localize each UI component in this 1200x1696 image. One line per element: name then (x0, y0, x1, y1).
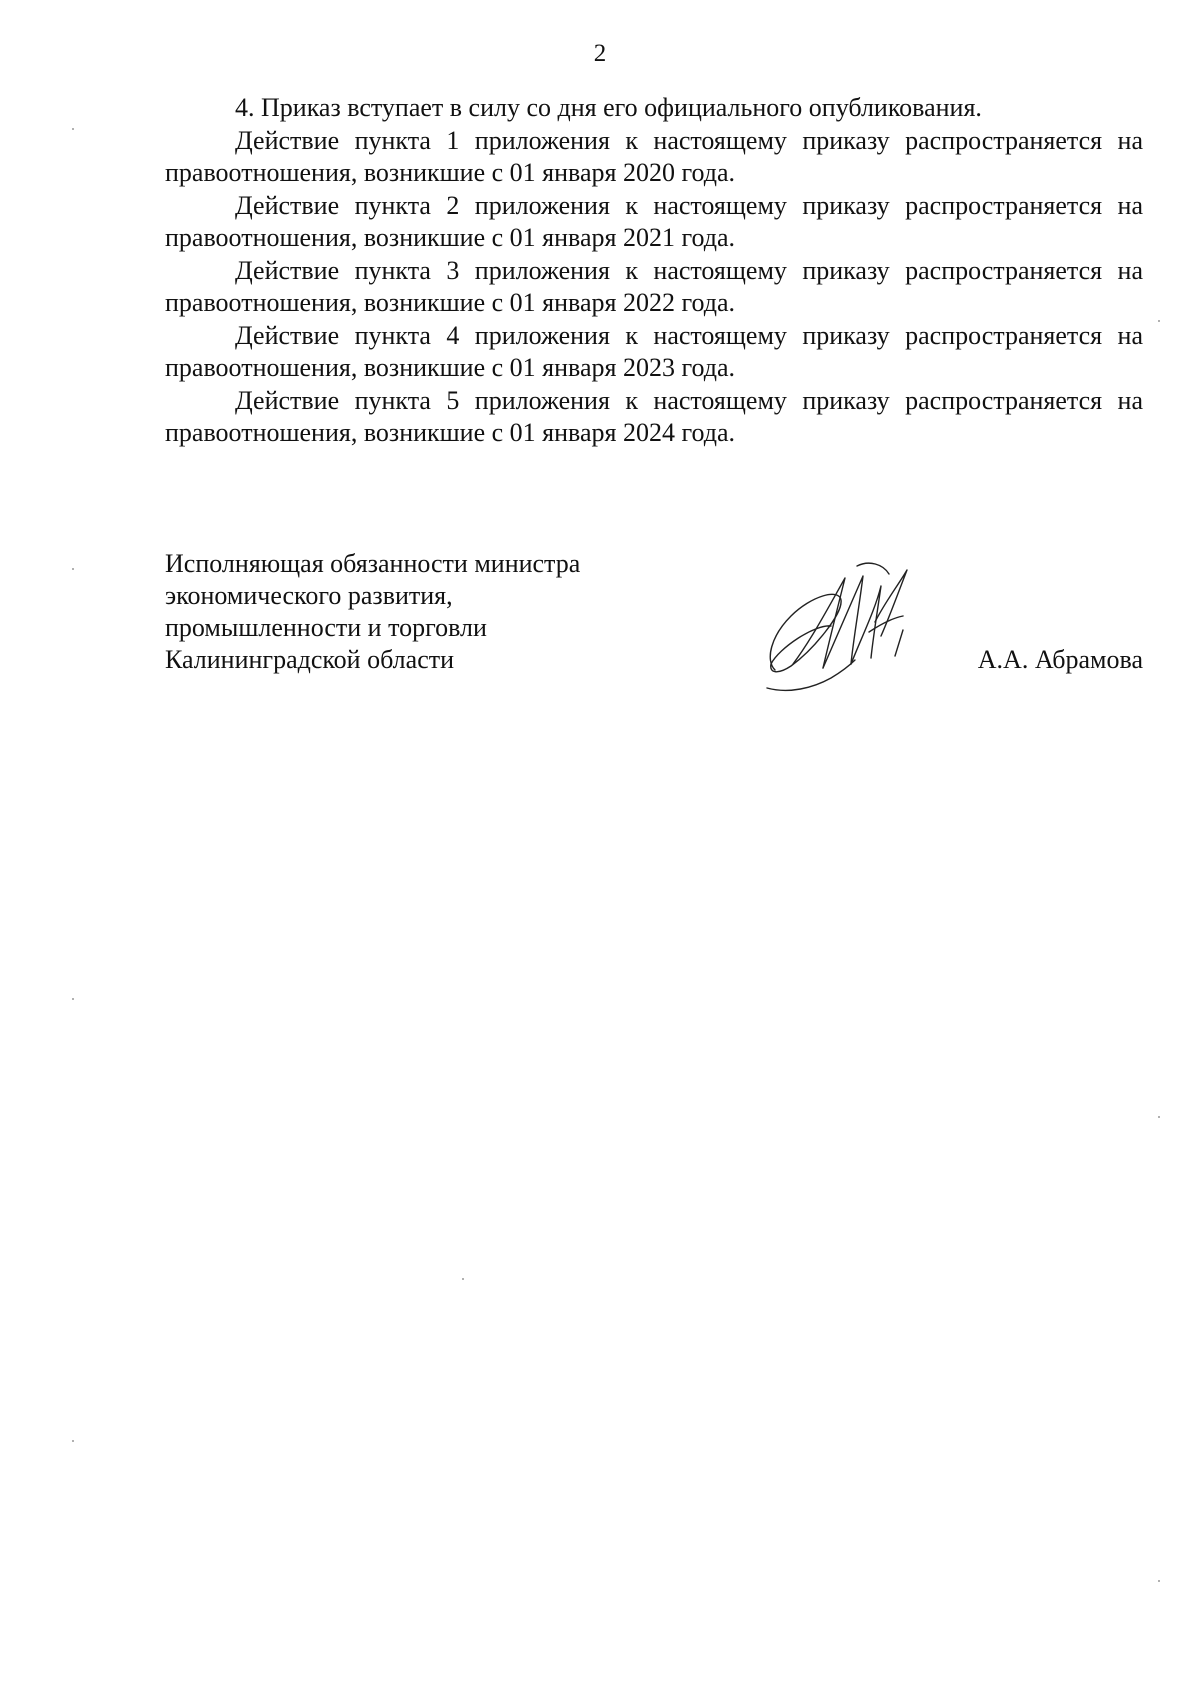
page-number: 2 (593, 40, 607, 67)
scan-speck (1158, 1580, 1160, 1582)
signer-title (165, 548, 580, 676)
signer-title-line: промышленности и торговли (165, 613, 487, 642)
scan-speck (72, 568, 74, 570)
paragraph-clause-1: Действие пункта 1 приложения к настоящему приказу распространяется на правоотношения, возникшие с 01 января 2020 года. (165, 125, 1143, 187)
signer-title-line: экономического развития, (165, 581, 453, 610)
scan-speck (72, 1440, 74, 1442)
order-body-text (165, 92, 1143, 450)
signature-block (165, 548, 1143, 698)
paragraph-effective-date: 4. Приказ вступает в силу со дня его официального опубликования. (235, 93, 982, 122)
scan-speck (72, 128, 74, 130)
paragraph-clause-5: Действие пункта 5 приложения к настоящему приказу распространяется на правоотношения, возникшие с 01 января 2024 года. (165, 385, 1143, 447)
paragraph-clause-2: Действие пункта 2 приложения к настоящему приказу распространяется на правоотношения, возникшие с 01 января 2021 года. (165, 190, 1143, 252)
scan-speck (1158, 320, 1160, 322)
scan-speck (1158, 1116, 1160, 1118)
paragraph-clause-3: Действие пункта 3 приложения к настоящему приказу распространяется на правоотношения, возникшие с 01 января 2022 года. (165, 255, 1143, 317)
handwritten-signature (757, 552, 947, 702)
signer-title-line: Исполняющая обязанности министра (165, 549, 581, 578)
scan-speck (72, 998, 74, 1000)
signer-name: А.А. Абрамова (977, 645, 1143, 674)
scan-speck (462, 1278, 464, 1280)
paragraph-clause-4: Действие пункта 4 приложения к настоящему приказу распространяется на правоотношения, возникшие с 01 января 2023 года. (165, 320, 1143, 382)
signer-title-line: Калининградской области (165, 645, 455, 674)
